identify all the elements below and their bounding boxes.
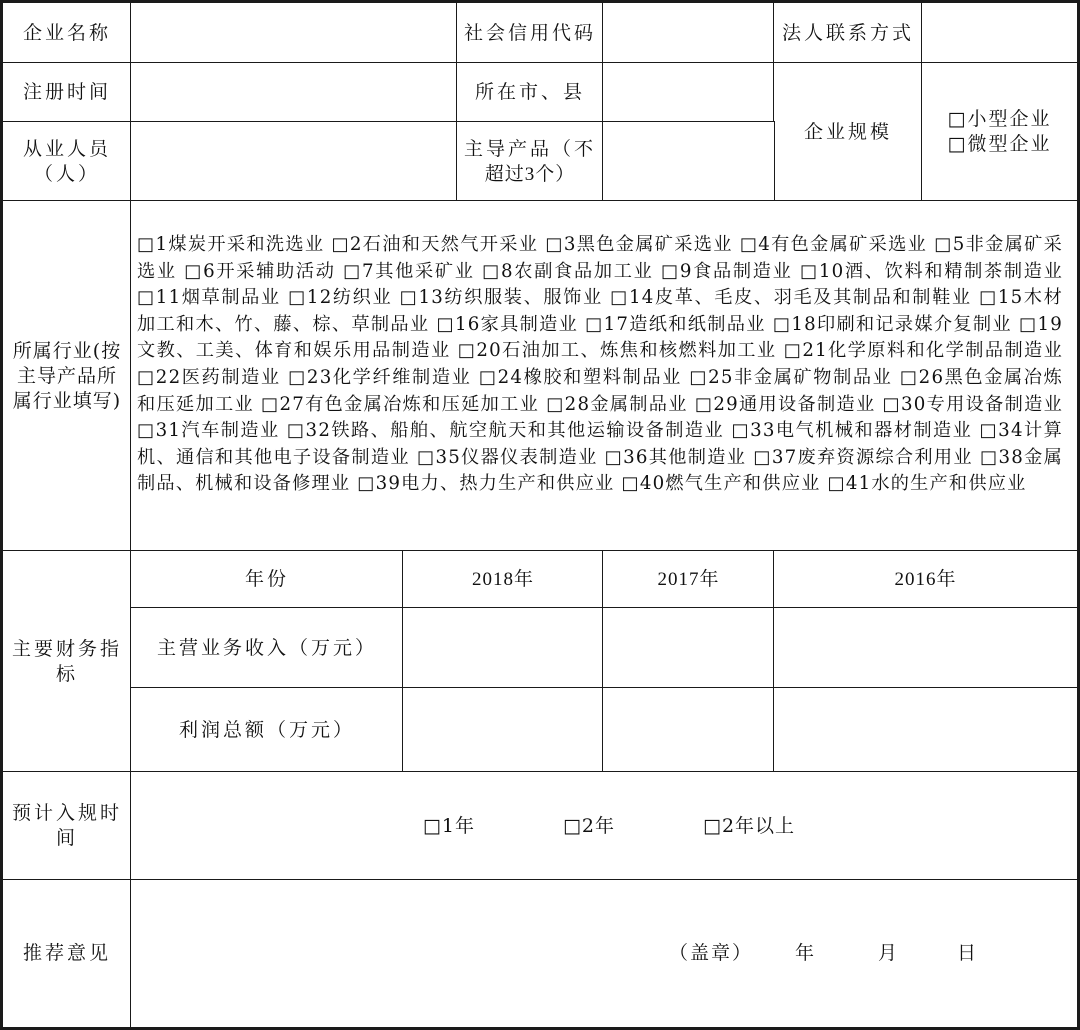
- industry-option-checkbox[interactable]: □7其他采矿业: [343, 260, 475, 282]
- employees-label-line: （人）: [33, 162, 100, 185]
- month-text: 月: [878, 942, 900, 964]
- scale-options: [921, 62, 1080, 202]
- register-time-field[interactable]: [130, 62, 458, 123]
- scale-label: [773, 62, 923, 202]
- industry-option-checkbox[interactable]: □6开采辅助活动: [184, 260, 336, 282]
- register-time-label-text: 注册时间: [22, 81, 111, 103]
- year-text: 年: [795, 942, 817, 964]
- profit-label-text: 利润总额（万元）: [178, 718, 355, 741]
- industry-option-checkbox[interactable]: □10酒、饮料和精制茶制造业: [799, 260, 1064, 282]
- industry-option-checkbox[interactable]: □22医药制造业: [137, 366, 281, 388]
- timeline-label-line: 间: [55, 827, 78, 849]
- timeline-label: [0, 771, 132, 881]
- year-2017-header: [602, 550, 775, 609]
- legal-contact-field[interactable]: [921, 0, 1080, 64]
- main-products-label: [456, 121, 604, 202]
- register-time-label: [0, 62, 132, 123]
- timeline-label-line: 预计入规时: [11, 802, 122, 824]
- profit-2017-field[interactable]: [602, 687, 775, 773]
- city-county-field[interactable]: [602, 62, 775, 123]
- industry-option-checkbox[interactable]: □28金属制品业: [546, 393, 688, 415]
- industry-option-checkbox[interactable]: □3黑色金属矿采选业: [545, 234, 733, 255]
- main-products-label-line: 主导产品（不: [463, 137, 596, 160]
- credit-code-label-text: 社会信用代码: [463, 21, 596, 44]
- legal-contact-label-text: 法人联系方式: [781, 21, 914, 44]
- company-name-label: [0, 0, 132, 64]
- scale-option-list: [948, 107, 1052, 157]
- industry-option-checkbox[interactable]: □13纺织服装、服饰业: [399, 287, 603, 309]
- year-2017-text: 2017年: [657, 569, 720, 590]
- timeline-over-2-years-checkbox[interactable]: □2年以上: [703, 814, 796, 837]
- industry-label-line: 主导产品所: [16, 364, 117, 387]
- industry-options-cell: [130, 200, 1080, 552]
- industry-option-checkbox[interactable]: □1煤炭开采和洗选业: [137, 234, 325, 255]
- industry-option-checkbox[interactable]: □27有色金属冶炼和压延加工业: [261, 393, 540, 415]
- industry-label-line: 所属行业(按: [12, 339, 122, 362]
- profit-2016-field[interactable]: [773, 687, 1080, 773]
- finance-label-lines: [12, 637, 122, 687]
- year-header: [130, 550, 404, 609]
- timeline-options: [423, 814, 795, 839]
- year-header-text: 年份: [244, 568, 289, 590]
- finance-label-line: 标: [55, 662, 78, 685]
- industry-option-checkbox[interactable]: □26黑色金属冶炼和压延加工业: [137, 366, 1063, 415]
- year-2018-header: [402, 550, 604, 609]
- industry-option-checkbox[interactable]: □21化学原料和化学制品制造业: [783, 340, 1064, 362]
- revenue-label: [130, 607, 404, 689]
- industry-label: [0, 200, 132, 552]
- company-name-field[interactable]: [130, 0, 458, 64]
- employees-label-lines: [23, 137, 111, 187]
- main-products-label-lines: [464, 137, 596, 187]
- credit-code-field[interactable]: [602, 0, 775, 64]
- industry-option-checkbox[interactable]: □31汽车制造业: [137, 420, 280, 442]
- timeline-2-years-checkbox[interactable]: □2年: [562, 814, 616, 837]
- industry-option-checkbox[interactable]: □8农副食品加工业: [482, 260, 654, 282]
- industry-option-checkbox[interactable]: □30专用设备制造业: [882, 393, 1064, 415]
- main-products-field[interactable]: [602, 121, 775, 202]
- timeline-options-cell: [130, 771, 1080, 881]
- timeline-1-year-checkbox[interactable]: □1年: [422, 814, 475, 837]
- industry-option-checkbox[interactable]: □12纺织业: [288, 287, 393, 309]
- recommendation-label: [0, 879, 132, 1030]
- seal-text: （盖章）: [669, 942, 754, 964]
- revenue-2017-field[interactable]: [602, 607, 775, 689]
- industry-option-checkbox[interactable]: □9食品制造业: [660, 260, 793, 282]
- finance-label: [0, 550, 132, 773]
- revenue-2016-field[interactable]: [773, 607, 1080, 689]
- industry-option-checkbox[interactable]: □11烟草制品业: [137, 287, 281, 309]
- seal-and-date: [669, 941, 978, 966]
- company-name-label-text: 企业名称: [22, 21, 111, 44]
- industry-option-checkbox[interactable]: □4有色金属矿采选业: [739, 234, 928, 255]
- day-text: 日: [957, 942, 979, 964]
- timeline-label-lines: [12, 801, 122, 851]
- year-2016-text: 2016年: [894, 569, 957, 590]
- profit-2018-field[interactable]: [402, 687, 604, 773]
- revenue-label-text: 主营业务收入（万元）: [156, 636, 377, 659]
- employees-label: [0, 121, 132, 202]
- industry-option-checkbox[interactable]: □2石油和天然气开采业: [331, 234, 539, 255]
- industry-option-checkbox[interactable]: □15木材加工和木、竹、藤、棕、草制品业: [137, 287, 1063, 335]
- recommendation-label-text: 推荐意见: [22, 942, 111, 964]
- industry-option-checkbox[interactable]: □17造纸和纸制品业: [585, 313, 766, 335]
- industry-option-list: [131, 201, 1077, 498]
- city-county-label: [456, 62, 604, 123]
- industry-option-checkbox[interactable]: □33电气机械和器材制造业: [731, 420, 973, 442]
- industry-option-checkbox[interactable]: □19文教、工美、体育和娱乐用品制造业: [137, 313, 1063, 362]
- employees-field[interactable]: [130, 121, 458, 202]
- industry-option-checkbox[interactable]: □32铁路、船舶、航空航天和其他运输设备制造业: [286, 420, 725, 442]
- industry-option-checkbox[interactable]: □29通用设备制造业: [694, 393, 876, 415]
- industry-option-checkbox[interactable]: □38金属制品、机械和设备修理业: [137, 446, 1064, 495]
- industry-option-checkbox[interactable]: □39电力、热力生产和供应业: [357, 473, 615, 495]
- industry-option-checkbox[interactable]: □18印刷和记录媒介复制业: [772, 313, 1012, 335]
- credit-code-label: [456, 0, 604, 64]
- scale-label-text: 企业规模: [803, 120, 892, 143]
- industry-option-checkbox[interactable]: □34计算机、通信和其他电子设备制造业: [137, 420, 1064, 468]
- industry-option-checkbox[interactable]: □37废弃资源综合利用业: [753, 446, 973, 468]
- industry-option-checkbox[interactable]: □25非金属矿物制品业: [689, 366, 893, 388]
- industry-label-lines: [13, 339, 121, 414]
- industry-option-checkbox[interactable]: □14皮革、毛皮、羽毛及其制品和制鞋业: [610, 287, 972, 309]
- industry-option-checkbox[interactable]: □41水的生产和供应业: [827, 473, 1027, 495]
- finance-label-line: 主要财务指: [11, 637, 122, 660]
- year-2018-text: 2018年: [471, 569, 534, 590]
- profit-label: [130, 687, 404, 773]
- industry-option-checkbox[interactable]: □40燃气生产和供应业: [621, 473, 821, 495]
- recommendation-field[interactable]: [130, 879, 1080, 1030]
- employees-label-line: 从业人员: [22, 137, 111, 160]
- industry-label-line: 属行业填写): [12, 389, 122, 412]
- industry-option-checkbox[interactable]: □24橡胶和塑料制品业: [478, 366, 682, 388]
- legal-contact-label: [773, 0, 923, 64]
- industry-option-checkbox[interactable]: □36其他制造业: [604, 446, 747, 468]
- industry-option-checkbox[interactable]: □23化学纤维制造业: [288, 366, 472, 388]
- revenue-2018-field[interactable]: [402, 607, 604, 689]
- industry-option-checkbox[interactable]: □16家具制造业: [436, 313, 579, 335]
- industry-option-checkbox[interactable]: □5非金属矿采选业: [137, 234, 1063, 282]
- main-products-label-line: 超过3个）: [484, 163, 576, 185]
- industry-option-checkbox[interactable]: □20石油加工、炼焦和核燃料加工业: [457, 340, 777, 362]
- city-county-label-text: 所在市、县: [474, 81, 585, 103]
- micro-enterprise-checkbox[interactable]: □微型企业: [947, 133, 1052, 155]
- industry-option-checkbox[interactable]: □35仪器仪表制造业: [416, 446, 598, 468]
- small-enterprise-checkbox[interactable]: □小型企业: [947, 108, 1052, 130]
- year-2016-header: [773, 550, 1080, 609]
